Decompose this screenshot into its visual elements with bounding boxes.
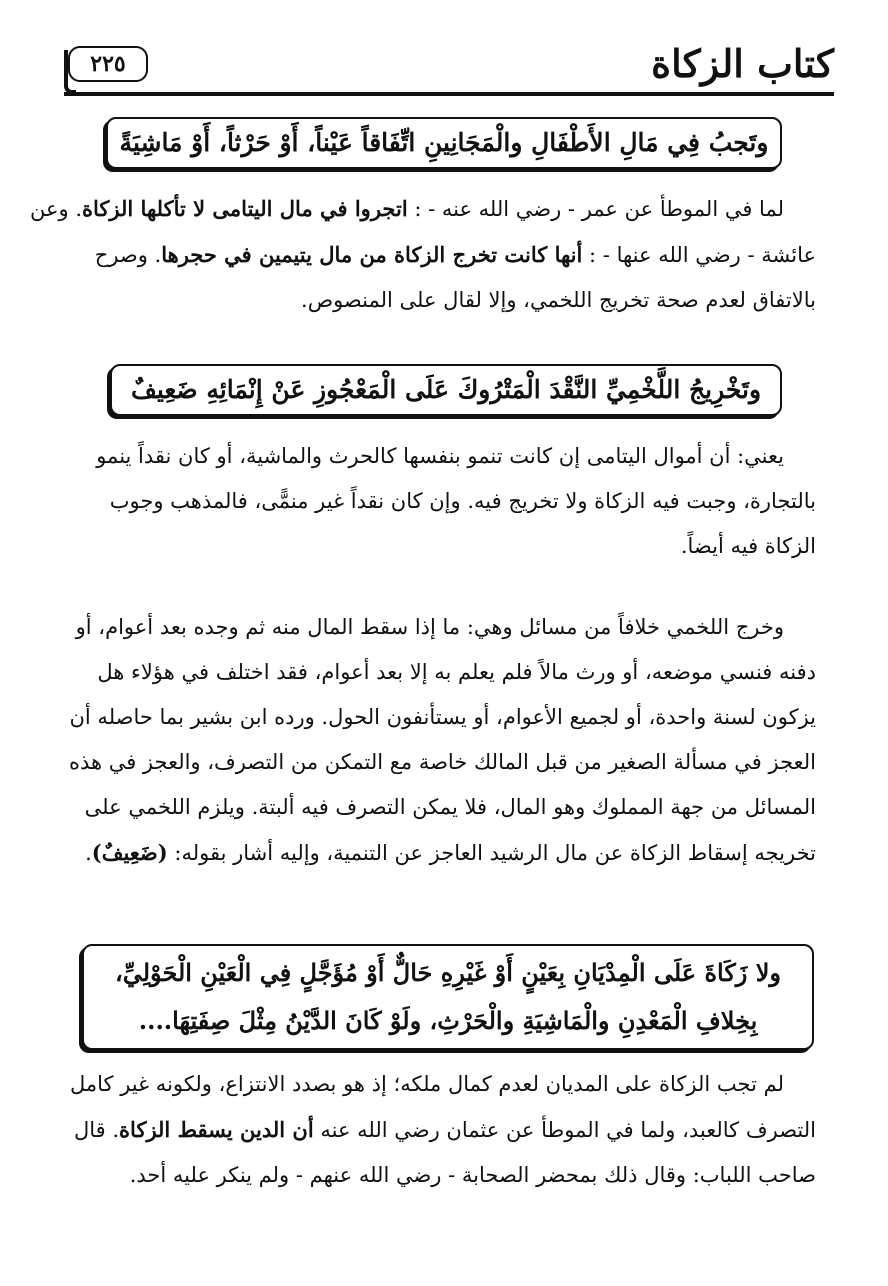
text-line: بالتجارة، وجبت فيه الزكاة ولا تخريج فيه. وإن كان نقداً غير منمًّى، فالمذهب وجوب xyxy=(109,489,816,513)
commentary-paragraph-3 xyxy=(68,605,816,876)
text-line: وخرج اللخمي خلافاً من مسائل وهي: ما إذا سقط المال منه ثم وجده بعد أعوام، أو xyxy=(75,615,784,639)
text-span: تخريجه إسقاط الزكاة عن مال الرشيد العاجز عن التنمية، وإليه أشار بقوله: xyxy=(167,841,816,865)
matn-box-3 xyxy=(82,944,814,1050)
text-line: الزكاة فيه أيضاً. xyxy=(680,534,816,558)
text-line xyxy=(30,186,816,232)
commentary-paragraph-2 xyxy=(74,434,816,569)
text-span: عائشة - رضي الله عنها - : xyxy=(582,243,816,267)
commentary-paragraph-4 xyxy=(70,1062,816,1198)
book-title: كتاب الزكاة xyxy=(651,41,834,86)
text-line xyxy=(74,1107,816,1153)
header-rule xyxy=(64,92,834,96)
quoted-text: أن الدين يسقط الزكاة xyxy=(119,1117,314,1142)
matn-line: وتَجبُ فِي مَالِ الأَطْفَالِ والْمَجَانِينِ اتِّفَاقاً عَيْناً، أَوْ حَرْثاً، أَوْ مَاشِيَةً xyxy=(119,128,769,157)
matn-line: ولا زَكَاةَ عَلَى الْمِدْيَانِ بِعَيْنٍ أَوْ غَيْرِهِ حَالٌّ أَوْ مُؤَجَّلٍ فِي الْعَيْنِ الْحَوْلِيِّ، xyxy=(114,958,781,987)
matn-box-1 xyxy=(106,117,782,169)
commentary-paragraph-1 xyxy=(30,186,816,323)
text-line: لم تجب الزكاة على المديان لعدم كمال ملكه؛ إذ هو بصدد الانتزاع، ولكونه غير كامل xyxy=(70,1072,784,1096)
text-line: صاحب اللباب: وقال ذلك بمحضر الصحابة - رضي الله عنهم - ولم ينكر عليه أحد. xyxy=(129,1163,816,1187)
text-span: . وعن xyxy=(30,197,83,221)
text-line: يزكون لسنة واحدة، أو لجميع الأعوام، أو يستأنفون الحول. ورده ابن بشير بما حاصله أن xyxy=(69,705,816,729)
page-header xyxy=(64,40,834,94)
matn-box-2 xyxy=(110,364,782,416)
text-line: يعني: أن أموال اليتامى إن كانت تنمو بنفسها كالحرث والماشية، أو كان نقداً ينمو xyxy=(96,444,784,468)
text-span: التصرف كالعبد، ولما في الموطأ عن عثمان رضي الله عنه xyxy=(313,1118,816,1142)
quoted-text: أنها كانت تخرج الزكاة من مال يتيمين في حجرها xyxy=(161,242,583,267)
quoted-text: (ضَعِيفٌ) xyxy=(91,840,168,865)
page-number: ٢٢٥ xyxy=(68,46,148,82)
matn-line: وتَخْرِيجُ اللَّخْمِيِّ النَّقْدَ الْمَتْرُوكَ عَلَى الْمَعْجُوزِ عَنْ إِنْمَائِهِ ضَعِيفٌ xyxy=(130,375,762,404)
text-span: . xyxy=(85,841,92,865)
text-span: لما في الموطأ عن عمر - رضي الله عنه - : xyxy=(407,197,784,221)
text-span: . قال xyxy=(74,1118,120,1142)
text-line xyxy=(74,232,816,278)
text-line xyxy=(74,830,816,876)
quoted-text: اتجروا في مال اليتامى لا تأكلها الزكاة xyxy=(82,196,408,221)
text-line: بالاتفاق لعدم صحة تخريج اللخمي، وإلا لقال على المنصوص. xyxy=(301,288,816,312)
text-line: العجز في مسألة الصغير من قبل المالك خاصة مع التمكن من التصرف، والعجز في هذه xyxy=(68,750,816,774)
text-span: . وصرح xyxy=(94,243,162,267)
text-line: المسائل من جهة المملوك وهو المال، فلا يمكن التصرف فيه ألبتة. ويلزم اللخمي على xyxy=(84,795,816,819)
text-line: دفنه فنسي موضعه، أو ورث مالاً فلم يعلم به إلا بعد أعوام، فقد اختلف في هؤلاء هل xyxy=(97,660,816,684)
matn-line: بِخِلافِ الْمَعْدِنِ والْمَاشِيَةِ والْحَرْثِ، ولَوْ كَانَ الدَّيْنُ مِثْلَ صِفَتِهَا.... xyxy=(138,1006,758,1035)
